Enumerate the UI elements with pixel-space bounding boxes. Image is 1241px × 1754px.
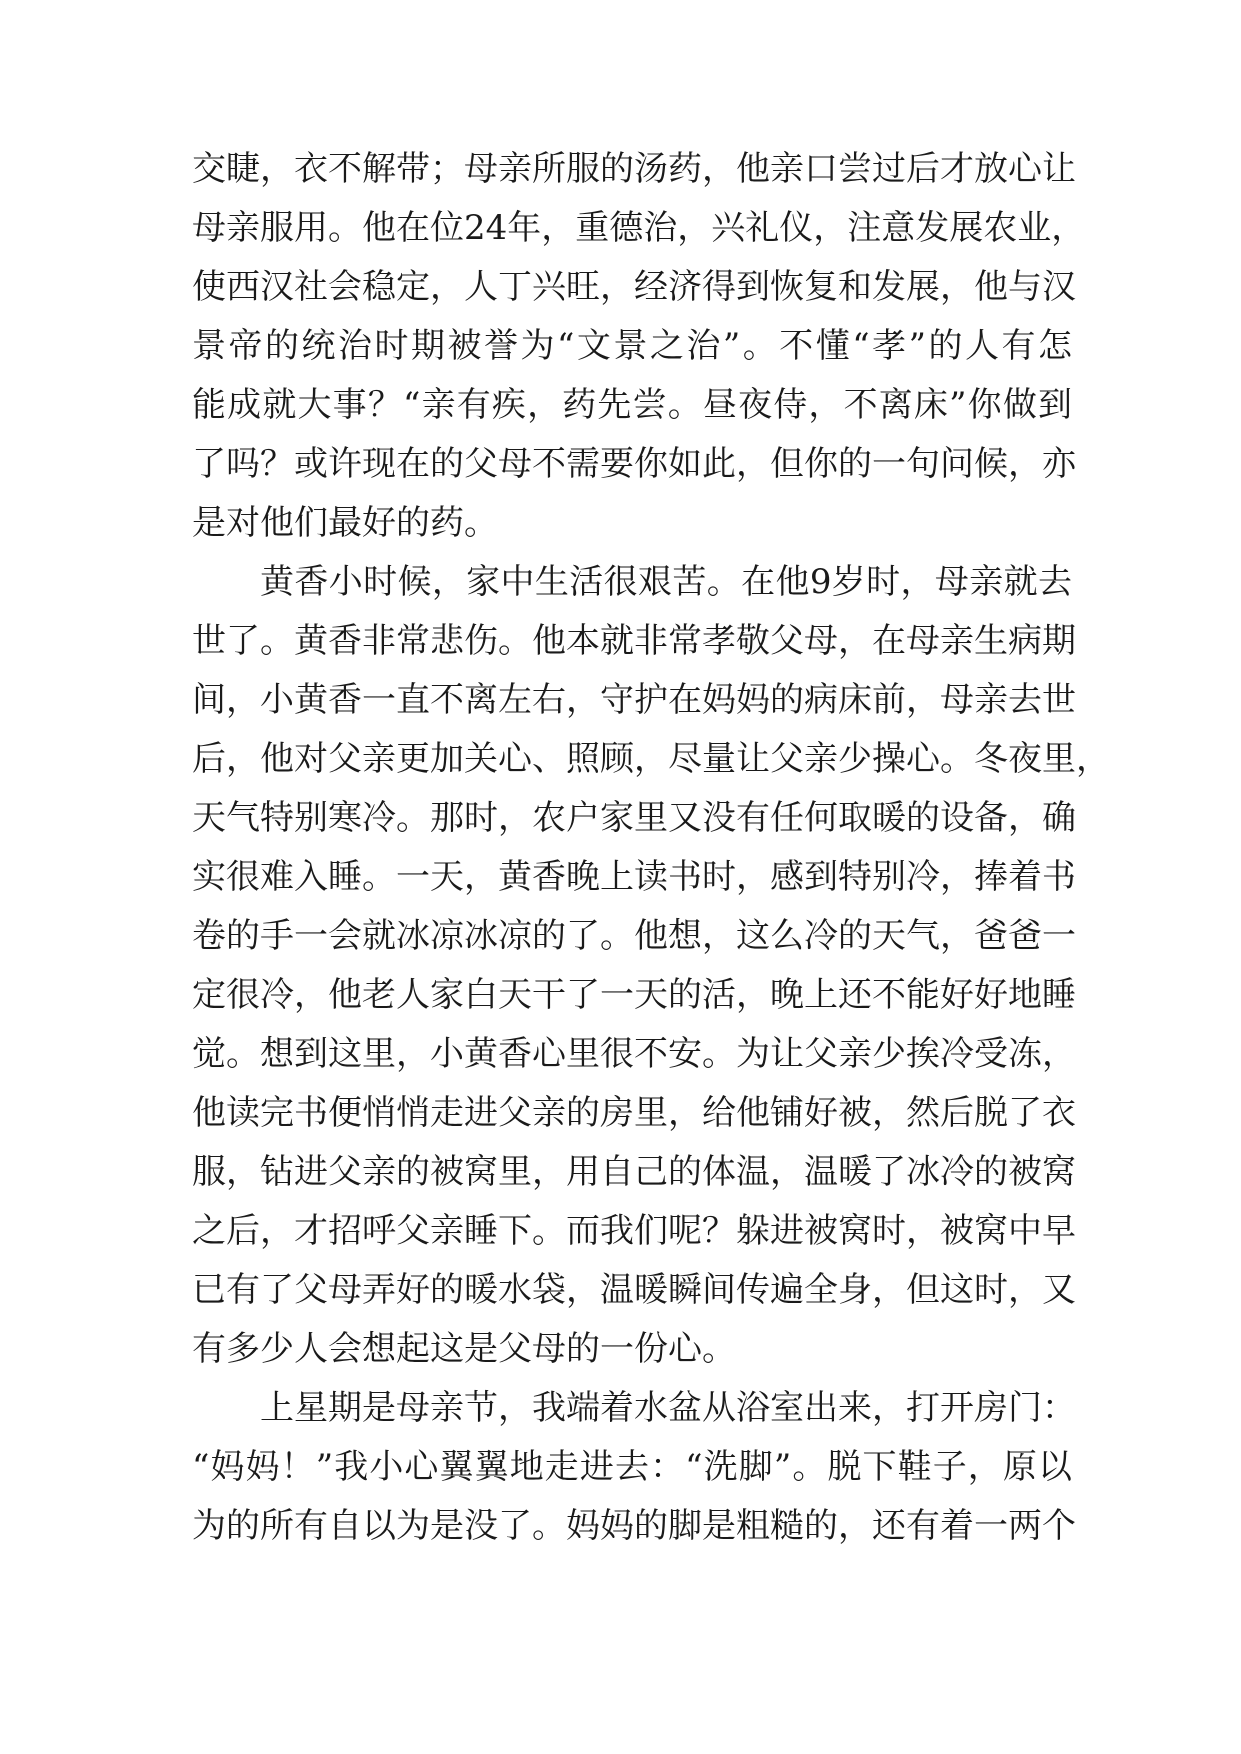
paragraph-line: 卷的手一会就冰凉冰凉的了。他想，这么冷的天气，爸爸一 [192,916,1076,956]
paragraph-line: 上星期是母亲节，我端着水盆从浴室出来，打开房门： [260,1388,1076,1428]
paragraph-2 [192,553,1110,1379]
paragraph-line: 之后，才招呼父亲睡下。而我们呢？躲进被窝时，被窝中早 [192,1211,1076,1251]
paragraph-line: 间，小黄香一直不离左右，守护在妈妈的病床前，母亲去世 [192,680,1076,720]
paragraph-line: 能成就大事？“亲有疾，药先尝。昼夜侍，不离床”你做到 [192,385,1072,425]
paragraph-line: 世了。黄香非常悲伤。他本就非常孝敬父母，在母亲生病期 [192,621,1076,661]
paragraph-line: 是对他们最好的药。 [192,503,498,543]
paragraph-line: 觉。想到这里，小黄香心里很不安。为让父亲少挨冷受冻， [192,1034,1076,1074]
paragraph-line: 实很难入睡。一天，黄香晚上读书时，感到特别冷，捧着书 [192,857,1076,897]
paragraph-line: 使西汉社会稳定，人丁兴旺，经济得到恢复和发展，他与汉 [192,267,1076,307]
paragraph-line: 交睫，衣不解带；母亲所服的汤药，他亲口尝过后才放心让 [192,149,1076,189]
paragraph-line: 景帝的统治时期被誉为“文景之治”。不懂“孝”的人有怎 [192,326,1072,366]
paragraph-line: “妈妈！”我小心翼翼地走进去：“洗脚”。脱下鞋子，原以 [192,1447,1072,1487]
paragraph-line: 已有了父母弄好的暖水袋，温暖瞬间传遍全身，但这时，又 [192,1270,1076,1310]
paragraph-line: 后，他对父亲更加关心、照顾，尽量让父亲少操心。冬夜里， [192,739,1110,779]
paragraph-line: 黄香小时候，家中生活很艰苦。在他9岁时，母亲就去 [260,562,1072,602]
paragraph-line: 天气特别寒冷。那时，农户家里又没有任何取暖的设备，确 [192,798,1076,838]
paragraph-line: 定很冷，他老人家白天干了一天的活，晚上还不能好好地睡 [192,975,1076,1015]
paragraph-1 [192,140,1086,553]
document-body [192,140,1110,1556]
paragraph-line: 服，钻进父亲的被窝里，用自己的体温，温暖了冰冷的被窝 [192,1152,1076,1192]
paragraph-line: 有多少人会想起这是父母的一份心。 [192,1329,736,1369]
paragraph-line: 母亲服用。他在位24年，重德治，兴礼仪，注意发展农业， [192,208,1086,248]
paragraph-line: 他读完书便悄悄走进父亲的房里，给他铺好被，然后脱了衣 [192,1093,1076,1133]
paragraph-line: 为的所有自以为是没了。妈妈的脚是粗糙的，还有着一两个 [192,1506,1076,1546]
paragraph-line: 了吗？或许现在的父母不需要你如此，但你的一句问候，亦 [192,444,1076,484]
paragraph-3 [192,1379,1076,1556]
